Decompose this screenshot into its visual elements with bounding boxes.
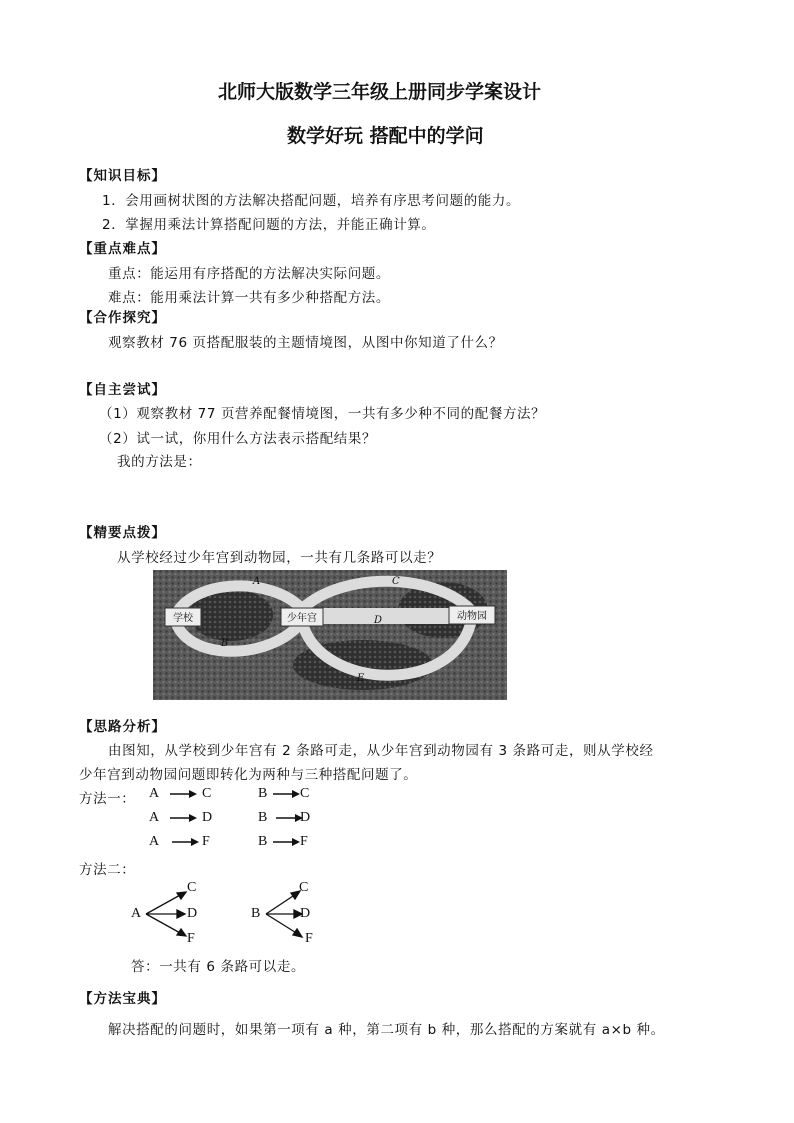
- section-heading-method-box: 【方法宝典】: [79, 991, 166, 1007]
- arrow-icon: [273, 835, 301, 849]
- analysis-answer: 答：一共有 6 条路可以走。: [131, 959, 306, 975]
- pair-right-from: B: [258, 834, 268, 849]
- road-label-d: D: [374, 615, 383, 626]
- section-heading-knowledge: 【知识目标】: [79, 168, 166, 184]
- essentials-question: 从学校经过少年宫到动物园，一共有几条路可以走？: [117, 550, 442, 566]
- knowledge-item-2: 2．掌握用乘法计算搭配问题的方法，并能正确计算。: [102, 217, 436, 233]
- key-point-1: 重点：能运用有序搭配的方法解决实际问题。: [108, 266, 390, 282]
- tree-leaf: D: [300, 906, 311, 921]
- tree-leaf: C: [187, 880, 197, 895]
- pair-left-from: A: [149, 834, 160, 849]
- tree-root-b: B: [251, 906, 261, 921]
- road-label-b: B: [221, 638, 229, 649]
- pair-right-to: F: [300, 834, 308, 849]
- pair-right-from: B: [258, 810, 268, 825]
- section-heading-key-points: 【重点难点】: [79, 241, 166, 257]
- self-try-my-method: 我的方法是：: [117, 454, 202, 470]
- arrow-icon: [170, 787, 198, 801]
- tree-root-a: A: [131, 906, 142, 921]
- pair-right-to: C: [300, 786, 310, 801]
- pair-left-from: A: [149, 810, 160, 825]
- page-title: 北师大版数学三年级上册同步学案设计: [218, 81, 542, 103]
- pair-left-from: A: [149, 786, 160, 801]
- tree-leaf: C: [299, 880, 309, 895]
- tree-diagram-b: [250, 880, 330, 950]
- tree-diagram-a: [130, 880, 210, 950]
- page-subtitle: 数学好玩 搭配中的学问: [287, 125, 484, 147]
- pair-right-from: B: [258, 786, 268, 801]
- map-label-school: 学校: [173, 613, 193, 624]
- analysis-paragraph-line1: 由图知，从学校到少年宫有 2 条路可走，从少年宫到动物园有 3 条路可走，则从学校经: [108, 743, 654, 759]
- arrow-icon: [172, 835, 200, 849]
- method1-label: 方法一：: [79, 791, 136, 807]
- section-heading-self-try: 【自主尝试】: [79, 382, 166, 398]
- arrow-icon: [170, 811, 198, 825]
- tree-branches-a: [130, 880, 210, 950]
- pair-left-to: C: [202, 786, 212, 801]
- pair-left-to: F: [202, 834, 210, 849]
- self-try-item-2: （2）试一试，你用什么方法表示搭配结果？: [99, 431, 377, 447]
- road-label-e: E: [357, 673, 365, 684]
- route-map-svg: [153, 570, 507, 700]
- tree-leaf: F: [305, 931, 313, 946]
- arrow-icon: [273, 787, 301, 801]
- section-heading-cooperate: 【合作探究】: [79, 310, 166, 326]
- map-label-youth-palace: 少年宫: [287, 613, 317, 624]
- road-label-a: A: [253, 576, 261, 587]
- pair-right-to: D: [300, 810, 311, 825]
- route-map-illustration: [153, 570, 507, 700]
- method-box-text: 解决搭配的问题时，如果第一项有 a 种，第二项有 b 种，那么搭配的方案就有 a×b 种。: [108, 1022, 665, 1038]
- map-label-zoo: 动物园: [457, 611, 487, 622]
- tree-branches-b: [250, 880, 330, 950]
- tree-leaf: D: [187, 906, 198, 921]
- section-heading-analysis: 【思路分析】: [79, 719, 166, 735]
- pair-left-to: D: [202, 810, 213, 825]
- self-try-item-1: （1）观察教材 77 页营养配餐情境图，一共有多少种不同的配餐方法？: [99, 406, 546, 422]
- analysis-paragraph-line2: 少年宫到动物园问题即转化为两种与三种搭配问题了。: [79, 767, 418, 783]
- road-label-c: C: [392, 576, 400, 587]
- method2-label: 方法二：: [79, 862, 136, 878]
- cooperate-text: 观察教材 76 页搭配服装的主题情境图，从图中你知道了什么？: [108, 335, 503, 351]
- tree-leaf: F: [187, 931, 195, 946]
- section-heading-essentials: 【精要点拨】: [79, 525, 166, 541]
- knowledge-item-1: 1．会用画树状图的方法解决搭配问题，培养有序思考问题的能力。: [102, 193, 521, 209]
- key-point-2: 难点：能用乘法计算一共有多少种搭配方法。: [108, 290, 390, 306]
